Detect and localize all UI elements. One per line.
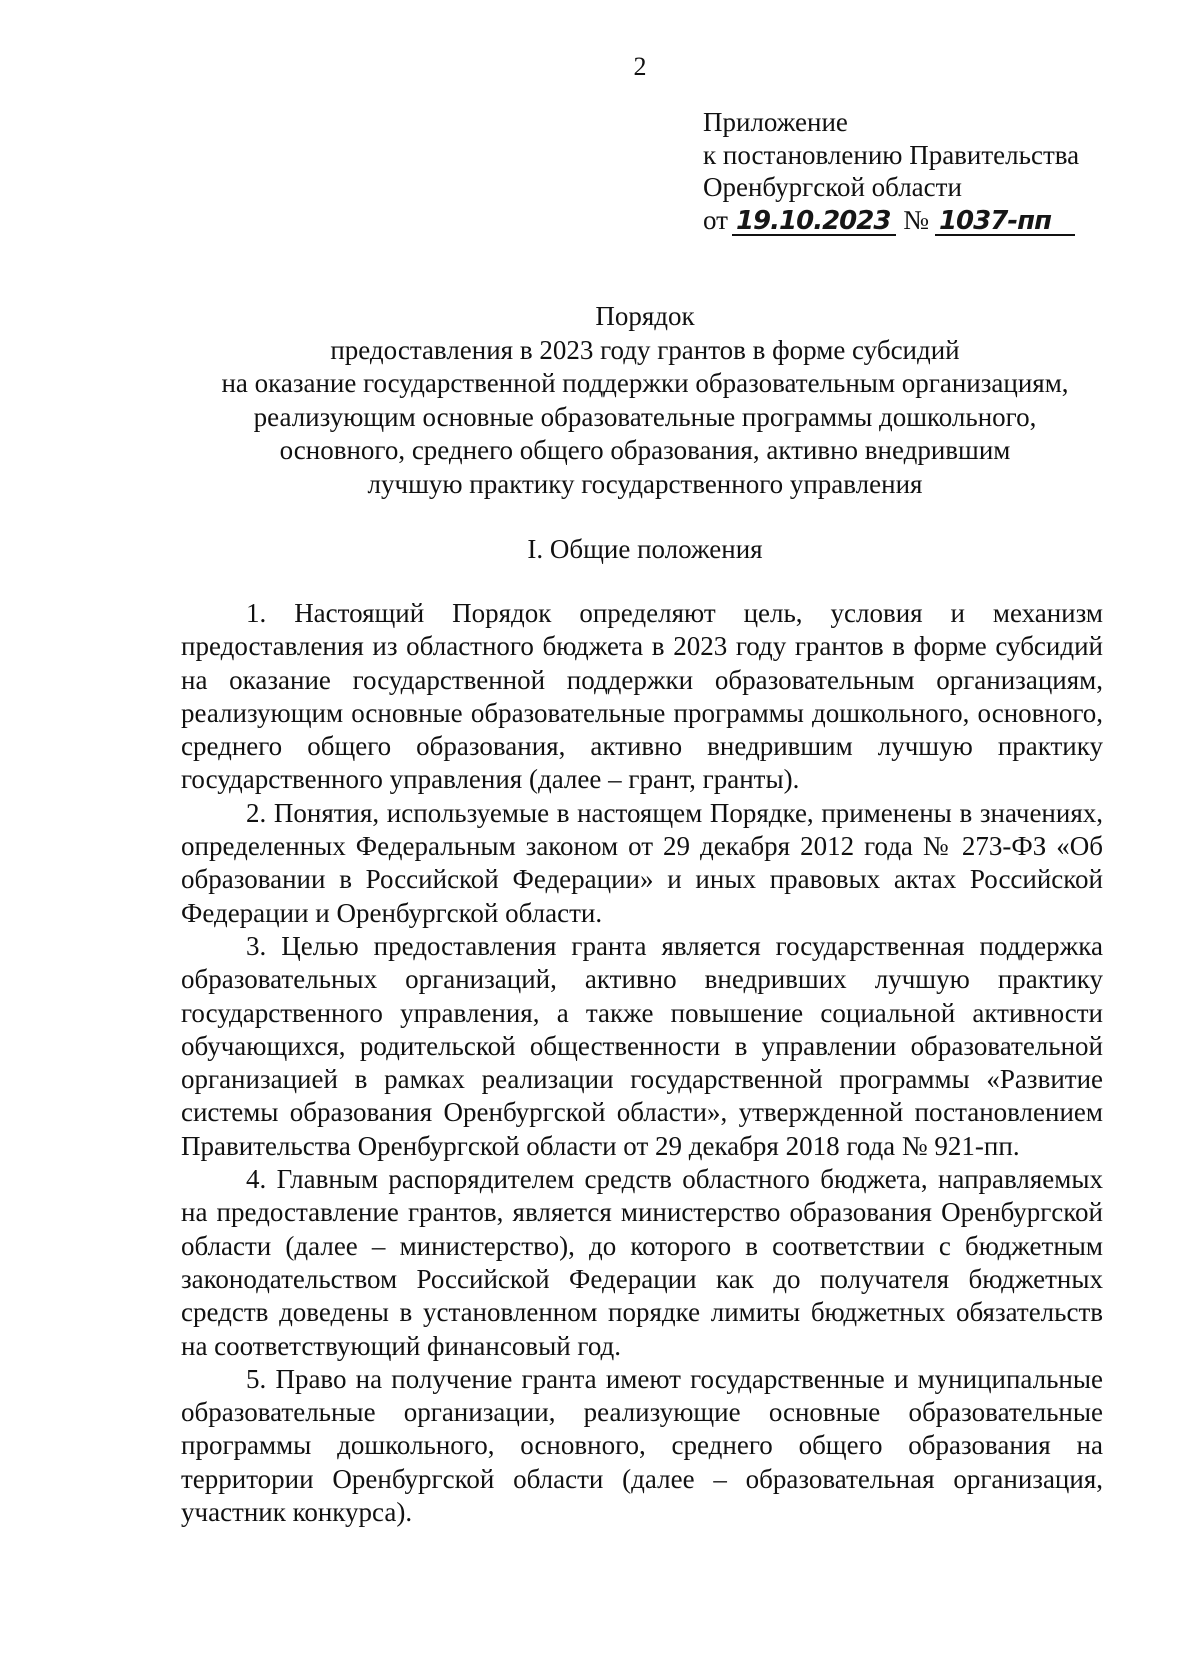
title-line-2: предоставления в 2023 году грантов в форме субсидий [330,334,960,365]
paragraph-4: 4. Главным распорядителем средств областного бюджета, направляемых на предоставление грантов, является министерство образования Оренбургской области (далее – министерство), до которого в соответствии с бюджетным законодательством Российской Федерации как до получателя бюджетных средств доведены в установленном порядке лимиты бюджетных обязательств на соответствующий финансовый год. [181,1164,1103,1361]
title-line-3: на оказание государственной поддержки образовательным организациям, [221,368,1069,398]
page-number: 2 [633,52,647,81]
number-label: № [903,204,929,235]
section-heading: I. Общие положения [527,534,763,564]
title-line-6: лучшую практику государственного управления [367,468,923,499]
appendix-date-number-line [703,204,1079,237]
title-line-5: основного, среднего общего образования, активно внедрившим [279,435,1011,465]
paragraph-1: 1. Настоящий Порядок определяют цель, условия и механизм предоставления из областного бюджета в 2023 году грантов в форме субсидий на оказание государственной поддержки образовательным организациям, реализующим основные образовательные программы дошкольного, основного, среднего общего образования, активно внедрившим лучшую практику государственного управления (далее – грант, гранты). [181,598,1103,795]
handwritten-number: 1037-пп [935,208,1075,236]
handwritten-date: 19.10.2023 [732,208,896,236]
from-label: от [703,204,728,235]
body-text [181,597,1103,1529]
document-title [180,300,1110,501]
title-line-1: Порядок [595,301,695,331]
appendix-line-1: Приложение [703,107,848,137]
title-line-4: реализующим основные образовательные программы дошкольного, [253,401,1037,432]
appendix-line-3: Оренбургской области [703,172,962,202]
paragraph-2: 2. Понятия, используемые в настоящем Порядке, применены в значениях, определенных Федеральным законом от 29 декабря 2012 года № 273-ФЗ «Об образовании в Российской Федерации» и иных правовых актах Российской Федерации и Оренбургской области. [181,797,1103,928]
paragraph-5: 5. Право на получение гранта имеют государственные и муниципальные образовательные организации, реализующие основные образовательные программы дошкольного, основного, среднего общего образования на территории Оренбургской области (далее – образовательная организация, участник конкурса). [181,1363,1103,1528]
appendix-line-2: к постановлению Правительства [703,139,1080,170]
paragraph-3: 3. Целью предоставления гранта является государственная поддержка образовательных организаций, активно внедривших лучшую практику государственного управления, а также повышение социальной активности обучающихся, родительской общественности в управлении образовательной организацией в рамках реализации государственной программы «Развитие системы образования Оренбургской области», утвержденной постановлением Правительства Оренбургской области от 29 декабря 2018 года № 921-пп. [181,930,1103,1161]
appendix-header [703,106,1079,236]
